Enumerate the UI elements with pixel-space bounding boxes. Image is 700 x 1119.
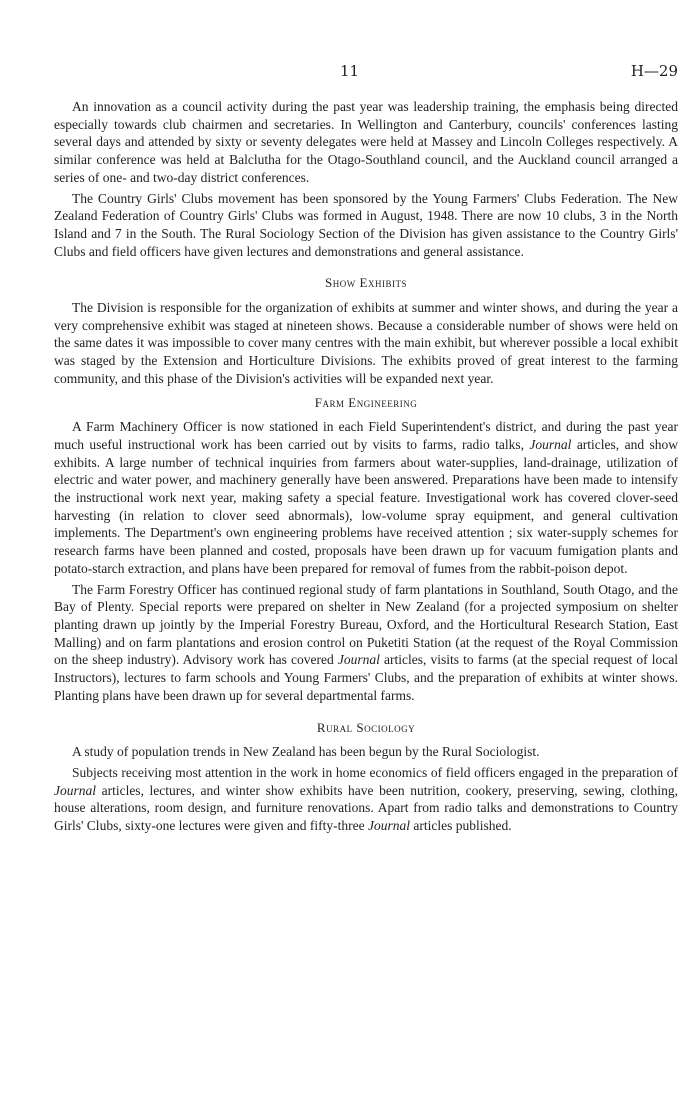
heading-show-exhibits: Show Exhibits xyxy=(325,275,407,291)
paragraph-leadership-training: An innovation as a council activity during the past year was leadership training, the emphasis being directed especially towards club chairmen and secretaries. In Wellington and Canterbury, councils' conferences lasting several days and attended by sixty or seventy delegates were held at Massey and Lincoln Colleges respectively. A similar conference was held at Balclutha for the Otago-Southland council, and the Auckland council arranged a series of one- and two-day district conferences. xyxy=(54,99,678,185)
page-number: 11 xyxy=(340,62,360,80)
document-body xyxy=(54,98,678,838)
document-reference: H—29 xyxy=(630,62,678,80)
journal-title: Journal xyxy=(337,652,380,668)
page-header xyxy=(0,62,700,86)
paragraph-farm-machinery xyxy=(54,418,678,577)
paragraph-show-exhibits: The Division is responsible for the organization of exhibits at summer and winter shows, and during the year a very comprehensive exhibit was staged at nineteen shows. Because a considerable number of shows were held on the same dates it was impossible to cover many centres with the main exhibit, but wherever possible a local exhibit was staged by the Extension and Horticulture Divisions. The exhibits proved of great interest to the farming community, and this phase of the Division's activities will be expanded next year. xyxy=(54,300,678,386)
heading-rural-sociology: Rural Sociology xyxy=(316,719,416,735)
text-segment: A Farm Machinery Officer is now stationed in each Field Superintendent's district, and during the past year much useful instructional work has been carried out by visits to farms, radio talks, xyxy=(54,419,678,452)
paragraph-farm-forestry xyxy=(54,581,678,705)
text-segment: articles, lectures, and winter show exhibits have been nutrition, cookery, preserving, sewing, clothing, house alterations, room design, and furniture renovations. Apart from radio talks and demonstrations to Country Girls' Clubs, sixty-one lectures were given and fifty-three xyxy=(54,782,678,834)
text-segment: articles published. xyxy=(409,818,512,834)
paragraph-home-economics xyxy=(54,764,678,835)
heading-farm-engineering: Farm Engineering xyxy=(314,394,418,410)
text-segment: The Farm Forestry Officer has continued regional study of farm plantations in Southland, South Otago, and the Bay of Plenty. Special reports were prepared on shelter in New Zealand (for a projected symposium on shelter planting drawn up jointly by the Imperial Forestry Bureau, Oxford, and the Horticultural Research Station, East Malling) and on farm plantations and erosion control on Puketiti Station (at the request of the Royal Commission on the sheep industry). Advisory work has covered xyxy=(54,581,678,668)
text-segment: Subjects receiving most attention in the work in home economics of field officers engaged in the preparation of xyxy=(72,764,678,780)
paragraph-country-girls-clubs: The Country Girls' Clubs movement has been sponsored by the Young Farmers' Clubs Federation. The New Zealand Federation of Country Girls' Clubs was formed in August, 1948. There are now 10 clubs, 3 in the North Island and 7 in the South. The Rural Sociology Section of the Division has given assistance to the Country Girls' Clubs and field officers have given lectures and demonstrations and general assistance. xyxy=(54,190,678,259)
text-segment: articles, visits to farms (at the special request of local Instructors), lectures to farm schools and Young Farmers' Clubs, and the preparation of exhibits at winter shows. Planting plans have been drawn up for several departmental farms. xyxy=(54,652,678,703)
journal-title: Journal xyxy=(529,436,572,452)
text-segment: articles, and show exhibits. A large number of technical inquiries from farmers about water-supplies, land-drainage, utilization of electric and water power, and machinery generally have been answered. Preparations have been made to intensify the instructional work next year, making safety a special feature. Investigational work has covered clover-seed harvesting (in relation to clover seed abnormals), low-volume spray equipment, and general cultivation implements. The Department's own engineering problems have received attention ; six water-supply schemes for research farms have been planned and costed, proposals have been drawn up for vacuum fumigation plants and potato-starch extraction, and plans have been prepared for removal of fumes from the rabbit-poison depot. xyxy=(54,436,678,576)
journal-title: Journal xyxy=(54,782,96,798)
paragraph-population-study: A study of population trends in New Zealand has been begun by the Rural Sociologist. xyxy=(72,744,540,760)
journal-title: Journal xyxy=(367,818,410,834)
